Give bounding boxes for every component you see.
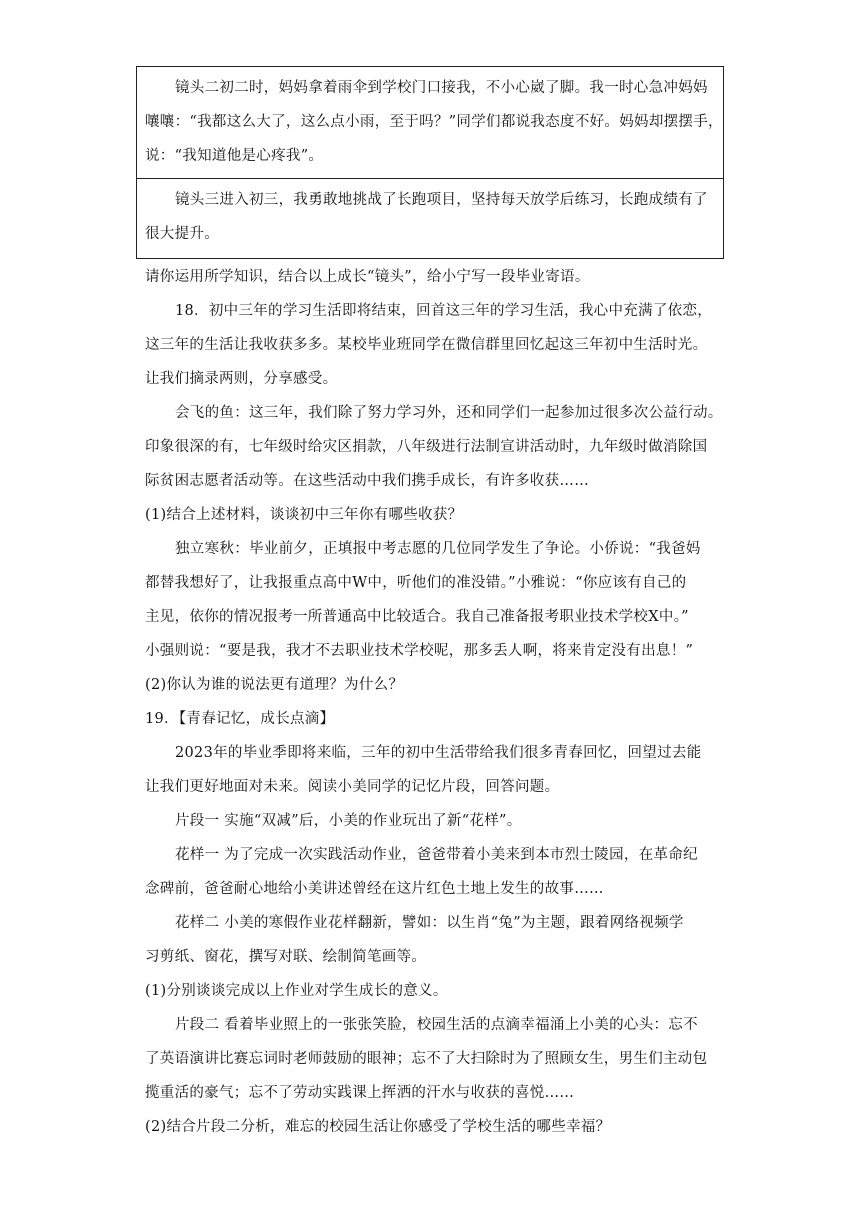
q19-style2-line-2: 习剪纸、窗花，撰写对联、绘制简笔画等。 xyxy=(145,949,427,965)
shot2-line-2: 嚷嚷：“我都这么大了，这么点小雨，至于吗？”同学们都说我态度不好。妈妈却摆摆手， xyxy=(145,114,723,130)
q18-indep-line-1: 独立寒秋：毕业前夕，正填报中考志愿的几位同学发生了争论。小侨说：“我爸妈 xyxy=(175,541,701,557)
q19-fragment2-line-1: 片段二 看着毕业照上的一张张笑脸，校园生活的点滴幸福涌上小美的心头：忘不 xyxy=(175,1017,698,1033)
q19-fragment-1: 片段一 实施“双减”后，小美的作业玩出了新“花样”。 xyxy=(175,813,522,829)
q19-intro-line-1: 2023年的毕业季即将来临，三年的初中生活带给我们很多青春回忆，回望过去能 xyxy=(175,745,702,761)
shot2-line-3: 说：“我知道他是心疼我”。 xyxy=(145,148,324,164)
q19-style2-line-1: 花样二 小美的寒假作业花样翻新，譬如：以生肖“兔”为主题，跟着网络视频学 xyxy=(175,915,684,931)
q18-subquestion-1: (1)结合上述材料，谈谈初中三年你有哪些收获？ xyxy=(145,507,463,523)
q18-indep-line-4: 小强则说：“要是我，我才不去职业技术学校呢，那多丢人啊，将来肯定没有出息！” xyxy=(145,643,694,659)
q18-stem-line-2: 这三年的生活让我收获多多。某校毕业班同学在微信群里回忆起这三年初中生活时光。 xyxy=(145,337,708,353)
shot3-line-2: 很大提升。 xyxy=(145,226,219,242)
q19-intro-line-2: 让我们更好地面对未来。阅读小美同学的记忆片段，回答问题。 xyxy=(145,779,560,795)
q19-style1-line-1: 花样一 为了完成一次实践活动作业，爸爸带着小美来到本市烈士陵园，在革命纪 xyxy=(175,847,698,863)
q19-style1-line-2: 念碑前，爸爸耐心地给小美讲述曾经在这片红色土地上发生的故事…… xyxy=(145,881,604,897)
q19-fragment2-line-2: 了英语演讲比赛忘词时老师鼓励的眼神；忘不了大扫除时为了照顾女生，男生们主动包 xyxy=(145,1051,708,1067)
shot2-line-1: 镜头二初二时，妈妈拿着雨伞到学校门口接我，不小心崴了脚。我一时心急冲妈妈 xyxy=(175,80,708,96)
q17-prompt: 请你运用所学知识，结合以上成长“镜头”，给小宁写一段毕业寄语。 xyxy=(145,269,590,285)
q18-stem-line-3: 让我们摘录两则，分享感受。 xyxy=(145,371,338,387)
q18-fish-line-2: 印象很深的有，七年级时给灾区捐款，八年级进行法制宣讲活动时，九年级时做消除国 xyxy=(145,439,708,455)
q18-indep-line-3: 主见，依你的情况报考一所普通高中比较适合。我自己准备报考职业技术学校X中。” xyxy=(145,609,689,625)
q18-subquestion-2: (2)你认为谁的说法更有道理？为什么？ xyxy=(145,677,404,693)
q19-subquestion-1: (1)分别谈谈完成以上作业对学生成长的意义。 xyxy=(145,983,448,999)
q19-subquestion-2: (2)结合片段二分析，难忘的校园生活让你感受了学校生活的哪些幸福？ xyxy=(145,1119,611,1135)
q18-fish-line-3: 际贫困志愿者活动等。在这些活动中我们携手成长，有许多收获…… xyxy=(145,473,589,489)
q18-fish-line-1: 会飞的鱼：这三年，我们除了努力学习外，还和同学们一起参加过很多次公益行动。 xyxy=(175,405,723,421)
shot3-line-1: 镜头三进入初三，我勇敢地挑战了长跑项目，坚持每天放学后练习，长跑成绩有了 xyxy=(175,192,708,208)
q18-indep-line-2: 都替我想好了，让我报重点高中W中，听他们的准没错。”小雅说：“你应该有自己的 xyxy=(145,575,687,591)
q19-fragment2-line-3: 揽重活的豪气；忘不了劳动实践课上挥洒的汗水与收获的喜悦…… xyxy=(145,1085,575,1101)
q19-title: 19．【青春记忆，成长点滴】 xyxy=(145,711,335,727)
q18-stem-line-1: 18．初中三年的学习生活即将结束，回首这三年的学习生活，我心中充满了依恋， xyxy=(175,303,713,319)
